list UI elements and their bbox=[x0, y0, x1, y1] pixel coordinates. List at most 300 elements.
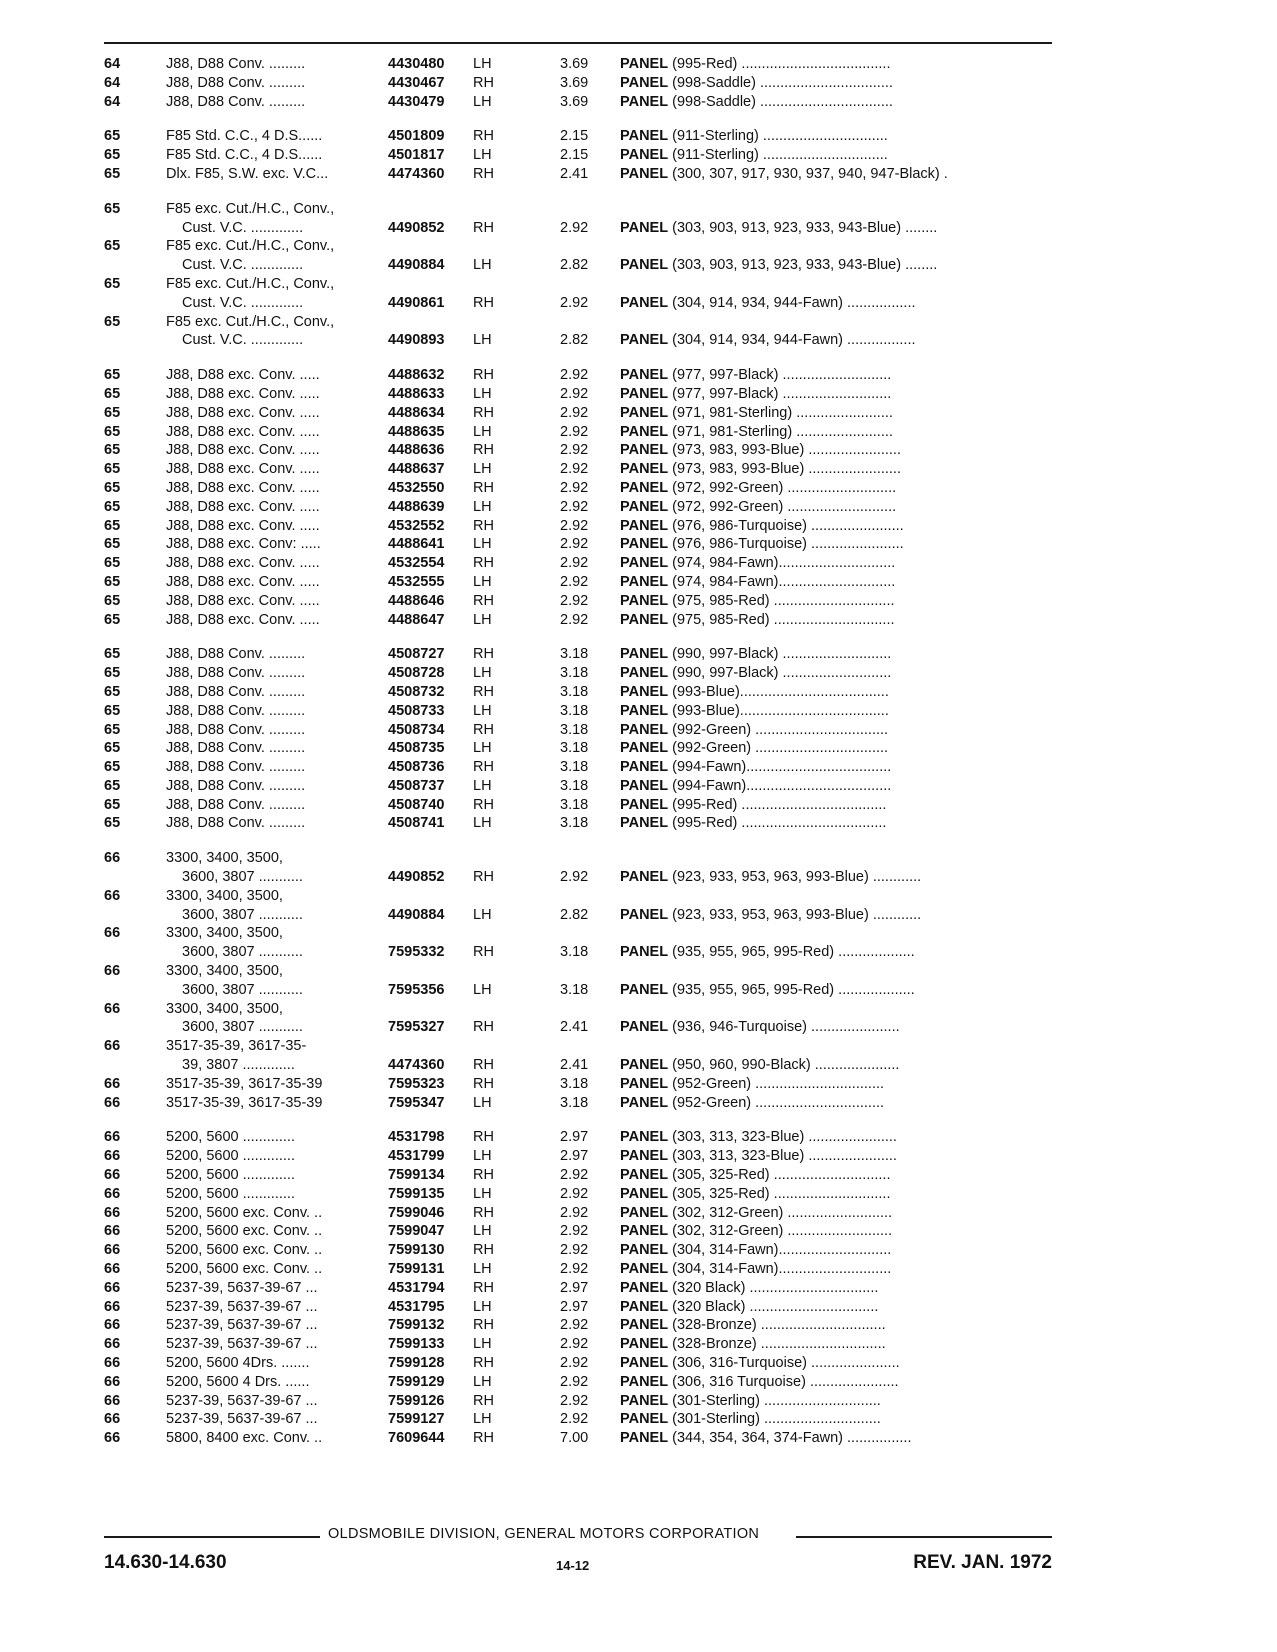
part-number-cell: 7599128 bbox=[388, 1355, 445, 1371]
panel-label: PANEL bbox=[620, 1129, 669, 1146]
price-cell: 2.92 bbox=[560, 1355, 589, 1371]
description-cell bbox=[620, 165, 1052, 184]
model-cell: J88, D88 Conv. ......... bbox=[166, 74, 306, 91]
table-row bbox=[0, 1056, 1277, 1075]
panel-label: PANEL bbox=[620, 592, 669, 609]
model-cell: J88, D88 exc. Conv. ..... bbox=[166, 461, 320, 478]
year-cell: 66 bbox=[104, 1373, 121, 1390]
part-number-cell: 4532550 bbox=[388, 479, 445, 496]
table-row bbox=[0, 219, 1277, 238]
table-row bbox=[0, 1241, 1277, 1260]
year-cell: 65 bbox=[104, 404, 121, 421]
model-cell: 5200, 5600 4 Drs. ...... bbox=[166, 1373, 310, 1390]
part-number-cell: 4488647 bbox=[388, 611, 445, 628]
footer-corporation: OLDSMOBILE DIVISION, GENERAL MOTORS CORPORATION bbox=[328, 1526, 760, 1542]
table-row bbox=[0, 868, 1277, 887]
table-row bbox=[0, 887, 1277, 906]
part-number-cell: 7599129 bbox=[388, 1373, 445, 1390]
part-number-cell: 4508737 bbox=[388, 777, 445, 794]
model-cell: J88, D88 Conv. ......... bbox=[166, 56, 306, 72]
part-number-cell: 4488635 bbox=[388, 423, 445, 440]
description-cell bbox=[620, 758, 1052, 777]
table-row bbox=[0, 294, 1277, 313]
description-cell bbox=[620, 739, 1052, 758]
description-cell bbox=[620, 796, 1052, 815]
panel-label: PANEL bbox=[620, 442, 669, 459]
price-cell: 2.92 bbox=[560, 536, 589, 553]
description-cell bbox=[620, 664, 1052, 683]
price-cell: 2.92 bbox=[560, 479, 589, 496]
model-cell: J88, D88 exc. Conv. ..... bbox=[166, 555, 320, 572]
part-number-cell: 7595356 bbox=[388, 981, 445, 998]
year-cell: 65 bbox=[104, 385, 121, 402]
model-cell: 5800, 8400 exc. Conv. .. bbox=[166, 1430, 323, 1447]
model-cell: 5237-39, 5637-39-67 ... bbox=[166, 1411, 318, 1428]
description-cell bbox=[620, 702, 1052, 721]
description-text: (305, 325-Red) ............................. bbox=[672, 1167, 891, 1184]
description-cell bbox=[620, 683, 1052, 702]
year-cell: 65 bbox=[104, 646, 121, 663]
price-cell: 2.92 bbox=[560, 555, 589, 572]
price-cell: 3.18 bbox=[560, 721, 589, 738]
description-cell bbox=[620, 1204, 1052, 1223]
description-text: (993-Blue)..................................... bbox=[672, 702, 889, 719]
row-gap bbox=[0, 350, 1277, 366]
model-cell: J88, D88 Conv. ......... bbox=[166, 721, 306, 738]
description-text: (972, 992-Green) ........................... bbox=[672, 498, 897, 515]
side-cell: LH bbox=[473, 1411, 492, 1428]
panel-label: PANEL bbox=[620, 944, 669, 961]
table-row bbox=[0, 1094, 1277, 1113]
year-cell: 66 bbox=[104, 1094, 121, 1111]
table-row bbox=[0, 592, 1277, 611]
model-cell: J88, D88 exc. Conv: ..... bbox=[166, 536, 321, 553]
description-cell bbox=[620, 93, 1052, 112]
year-cell: 66 bbox=[104, 1185, 121, 1202]
model-cell: 5200, 5600 ............. bbox=[166, 1129, 295, 1146]
description-cell bbox=[620, 1185, 1052, 1204]
year-cell: 66 bbox=[104, 1317, 121, 1334]
part-number-cell: 4501817 bbox=[388, 147, 445, 164]
model-cell: 5237-39, 5637-39-67 ... bbox=[166, 1317, 318, 1334]
description-cell bbox=[620, 294, 1052, 313]
table-row bbox=[0, 1204, 1277, 1223]
table-row bbox=[0, 423, 1277, 442]
description-text: (344, 354, 364, 374-Fawn) ................ bbox=[672, 1430, 912, 1447]
description-cell bbox=[620, 1354, 1052, 1373]
model-cell: F85 exc. Cut./H.C., Conv., bbox=[166, 200, 335, 217]
side-cell: RH bbox=[473, 944, 494, 961]
year-cell: 66 bbox=[104, 925, 121, 942]
price-cell: 2.92 bbox=[560, 1261, 589, 1278]
model-cell: 5200, 5600 ............. bbox=[166, 1148, 295, 1165]
description-text: (320 Black) ................................ bbox=[672, 1298, 879, 1315]
panel-label: PANEL bbox=[620, 759, 669, 776]
price-cell: 3.69 bbox=[560, 74, 589, 91]
model-cell: 3517-35-39, 3617-35-39 bbox=[166, 1094, 323, 1111]
part-number-cell: 4490852 bbox=[388, 869, 445, 886]
year-cell: 65 bbox=[104, 592, 121, 609]
part-number-cell: 4490893 bbox=[388, 332, 445, 349]
description-cell bbox=[620, 1279, 1052, 1298]
panel-label: PANEL bbox=[620, 147, 669, 164]
description-text: (950, 960, 990-Black) ..................... bbox=[672, 1057, 900, 1074]
panel-label: PANEL bbox=[620, 498, 669, 515]
price-cell: 2.92 bbox=[560, 573, 589, 590]
table-row bbox=[0, 404, 1277, 423]
panel-label: PANEL bbox=[620, 517, 669, 534]
table-row bbox=[0, 498, 1277, 517]
table-row bbox=[0, 313, 1277, 332]
price-cell: 2.41 bbox=[560, 165, 589, 182]
model-cell: J88, D88 exc. Conv. ..... bbox=[166, 498, 320, 515]
year-cell: 65 bbox=[104, 517, 121, 534]
footer-page-number: 14-12 bbox=[556, 1558, 590, 1573]
year-cell: 65 bbox=[104, 498, 121, 515]
table-row bbox=[0, 535, 1277, 554]
part-number-cell: 4430467 bbox=[388, 74, 445, 91]
description-cell bbox=[620, 441, 1052, 460]
panel-label: PANEL bbox=[620, 1057, 669, 1074]
year-cell: 65 bbox=[104, 147, 121, 164]
description-text: (935, 955, 965, 995-Red) ................... bbox=[672, 944, 915, 961]
panel-label: PANEL bbox=[620, 721, 669, 738]
year-cell: 65 bbox=[104, 461, 121, 478]
year-cell: 66 bbox=[104, 1223, 121, 1240]
part-number-cell: 4490884 bbox=[388, 906, 445, 923]
model-cell: J88, D88 exc. Conv. ..... bbox=[166, 479, 320, 496]
model-cell: 5200, 5600 ............. bbox=[166, 1185, 295, 1202]
description-cell bbox=[620, 479, 1052, 498]
description-text: (975, 985-Red) .............................. bbox=[672, 611, 895, 628]
year-cell: 65 bbox=[104, 665, 121, 682]
panel-label: PANEL bbox=[620, 573, 669, 590]
table-row bbox=[0, 1222, 1277, 1241]
side-cell: RH bbox=[473, 646, 494, 663]
table-row bbox=[0, 127, 1277, 146]
model-cell: 3300, 3400, 3500, bbox=[166, 963, 283, 980]
panel-label: PANEL bbox=[620, 423, 669, 440]
side-cell: RH bbox=[473, 219, 494, 236]
table-row bbox=[0, 849, 1277, 868]
panel-label: PANEL bbox=[620, 906, 669, 923]
model-cell: J88, D88 exc. Conv. ..... bbox=[166, 517, 320, 534]
table-row bbox=[0, 385, 1277, 404]
price-cell: 2.97 bbox=[560, 1298, 589, 1315]
part-number-cell: 4508741 bbox=[388, 815, 445, 832]
table-row bbox=[0, 1018, 1277, 1037]
model-cell: F85 exc. Cut./H.C., Conv., bbox=[166, 238, 335, 255]
side-cell: RH bbox=[473, 721, 494, 738]
panel-label: PANEL bbox=[620, 332, 669, 349]
description-text: (304, 314-Fawn)............................ bbox=[672, 1261, 892, 1278]
table-row bbox=[0, 924, 1277, 943]
description-text: (976, 986-Turquoise) ....................... bbox=[672, 517, 904, 534]
table-row bbox=[0, 814, 1277, 833]
year-cell: 65 bbox=[104, 165, 121, 182]
side-cell: RH bbox=[473, 1167, 494, 1184]
panel-label: PANEL bbox=[620, 611, 669, 628]
side-cell: LH bbox=[473, 257, 492, 274]
part-number-cell: 4501809 bbox=[388, 128, 445, 145]
price-cell: 2.92 bbox=[560, 1204, 589, 1221]
description-cell bbox=[620, 573, 1052, 592]
model-cell: 3517-35-39, 3617-35-39 bbox=[166, 1075, 323, 1092]
panel-label: PANEL bbox=[620, 740, 669, 757]
side-cell: LH bbox=[473, 1373, 492, 1390]
price-cell: 2.92 bbox=[560, 1223, 589, 1240]
description-text: (301-Sterling) ............................. bbox=[672, 1411, 881, 1428]
row-gap bbox=[0, 1112, 1277, 1128]
description-cell bbox=[620, 423, 1052, 442]
table-row bbox=[0, 981, 1277, 1000]
price-cell: 2.92 bbox=[560, 1373, 589, 1390]
description-cell bbox=[620, 1429, 1052, 1448]
table-row bbox=[0, 758, 1277, 777]
year-cell: 66 bbox=[104, 850, 121, 867]
part-number-cell: 7595327 bbox=[388, 1019, 445, 1036]
price-cell: 3.18 bbox=[560, 1075, 589, 1092]
description-text: (973, 983, 993-Blue) ....................... bbox=[672, 442, 901, 459]
table-row bbox=[0, 74, 1277, 93]
year-cell: 66 bbox=[104, 1204, 121, 1221]
part-number-cell: 4508735 bbox=[388, 740, 445, 757]
table-row bbox=[0, 441, 1277, 460]
description-text: (995-Red) .................................... bbox=[672, 796, 887, 813]
table-row bbox=[0, 331, 1277, 350]
model-cell: J88, D88 Conv. ......... bbox=[166, 93, 306, 110]
model-cell: 5200, 5600 exc. Conv. .. bbox=[166, 1261, 323, 1278]
description-cell bbox=[620, 868, 1052, 887]
part-number-cell: 7599126 bbox=[388, 1392, 445, 1409]
panel-label: PANEL bbox=[620, 665, 669, 682]
price-cell: 2.92 bbox=[560, 219, 589, 236]
price-cell: 3.18 bbox=[560, 702, 589, 719]
part-number-cell: 4531798 bbox=[388, 1129, 445, 1146]
description-text: (301-Sterling) ............................. bbox=[672, 1392, 881, 1409]
description-cell bbox=[620, 1128, 1052, 1147]
part-number-cell: 7599047 bbox=[388, 1223, 445, 1240]
table-row bbox=[0, 200, 1277, 219]
table-row bbox=[0, 777, 1277, 796]
price-cell: 2.92 bbox=[560, 611, 589, 628]
part-number-cell: 7595347 bbox=[388, 1094, 445, 1111]
model-cell: 3600, 3807 ........... bbox=[182, 906, 303, 923]
description-cell bbox=[620, 1018, 1052, 1037]
description-text: (977, 997-Black) ........................... bbox=[672, 385, 892, 402]
part-number-cell: 4508732 bbox=[388, 683, 445, 700]
part-number-cell: 4508733 bbox=[388, 702, 445, 719]
panel-label: PANEL bbox=[620, 1355, 669, 1371]
panel-label: PANEL bbox=[620, 1019, 669, 1036]
panel-label: PANEL bbox=[620, 796, 669, 813]
year-cell: 66 bbox=[104, 1242, 121, 1259]
description-text: (994-Fawn).................................... bbox=[672, 777, 892, 794]
row-gap bbox=[0, 833, 1277, 849]
price-cell: 3.18 bbox=[560, 1094, 589, 1111]
description-text: (976, 986-Turquoise) ....................... bbox=[672, 536, 904, 553]
model-cell: J88, D88 exc. Conv. ..... bbox=[166, 385, 320, 402]
description-cell bbox=[620, 1335, 1052, 1354]
table-row bbox=[0, 165, 1277, 184]
part-number-cell: 4488633 bbox=[388, 385, 445, 402]
top-rule bbox=[104, 42, 1052, 44]
price-cell: 2.92 bbox=[560, 294, 589, 311]
side-cell: RH bbox=[473, 1019, 494, 1036]
model-cell: J88, D88 exc. Conv. ..... bbox=[166, 423, 320, 440]
year-cell: 64 bbox=[104, 93, 121, 110]
year-cell: 65 bbox=[104, 740, 121, 757]
price-cell: 2.92 bbox=[560, 442, 589, 459]
table-row bbox=[0, 796, 1277, 815]
part-number-cell: 7609644 bbox=[388, 1430, 445, 1447]
side-cell: LH bbox=[473, 1094, 492, 1111]
year-cell: 66 bbox=[104, 963, 121, 980]
table-row bbox=[0, 906, 1277, 925]
description-text: (320 Black) ................................ bbox=[672, 1279, 879, 1296]
description-text: (306, 316-Turquoise) ...................... bbox=[672, 1355, 900, 1371]
model-cell: F85 exc. Cut./H.C., Conv., bbox=[166, 313, 335, 330]
side-cell: RH bbox=[473, 1057, 494, 1074]
model-cell: J88, D88 Conv. ......... bbox=[166, 646, 306, 663]
part-number-cell: 4531795 bbox=[388, 1298, 445, 1315]
table-row bbox=[0, 1000, 1277, 1019]
description-cell bbox=[620, 1316, 1052, 1335]
year-cell: 66 bbox=[104, 1355, 121, 1371]
model-cell: Cust. V.C. ............. bbox=[182, 257, 304, 274]
description-text: (328-Bronze) ............................... bbox=[672, 1336, 886, 1353]
part-number-cell: 7599127 bbox=[388, 1411, 445, 1428]
part-number-cell: 4474360 bbox=[388, 1057, 445, 1074]
side-cell: RH bbox=[473, 1355, 494, 1371]
description-cell bbox=[620, 1392, 1052, 1411]
price-cell: 3.18 bbox=[560, 815, 589, 832]
year-cell: 65 bbox=[104, 275, 121, 292]
model-cell: F85 Std. C.C., 4 D.S...... bbox=[166, 147, 323, 164]
part-number-cell: 4508727 bbox=[388, 646, 445, 663]
year-cell: 65 bbox=[104, 573, 121, 590]
side-cell: LH bbox=[473, 665, 492, 682]
model-cell: 5200, 5600 4Drs. ....... bbox=[166, 1355, 310, 1371]
side-cell: LH bbox=[473, 611, 492, 628]
price-cell: 2.97 bbox=[560, 1148, 589, 1165]
description-text: (303, 313, 323-Blue) ...................... bbox=[672, 1148, 897, 1165]
side-cell: RH bbox=[473, 1129, 494, 1146]
price-cell: 2.92 bbox=[560, 1167, 589, 1184]
model-cell: 5237-39, 5637-39-67 ... bbox=[166, 1298, 318, 1315]
description-text: (998-Saddle) ................................. bbox=[672, 93, 893, 110]
description-text: (995-Red) .................................... bbox=[672, 815, 887, 832]
model-cell: 3300, 3400, 3500, bbox=[166, 925, 283, 942]
price-cell: 2.41 bbox=[560, 1019, 589, 1036]
description-cell bbox=[620, 1147, 1052, 1166]
part-number-cell: 4531794 bbox=[388, 1279, 445, 1296]
table-row bbox=[0, 460, 1277, 479]
year-cell: 65 bbox=[104, 702, 121, 719]
price-cell: 3.18 bbox=[560, 981, 589, 998]
price-cell: 3.18 bbox=[560, 683, 589, 700]
part-number-cell: 4490884 bbox=[388, 257, 445, 274]
panel-label: PANEL bbox=[620, 367, 669, 384]
side-cell: RH bbox=[473, 479, 494, 496]
side-cell: RH bbox=[473, 1392, 494, 1409]
description-cell bbox=[620, 1166, 1052, 1185]
description-cell bbox=[620, 385, 1052, 404]
part-number-cell: 7599134 bbox=[388, 1167, 445, 1184]
description-text: (974, 984-Fawn)............................. bbox=[672, 555, 896, 572]
price-cell: 3.18 bbox=[560, 665, 589, 682]
side-cell: LH bbox=[473, 1298, 492, 1315]
side-cell: RH bbox=[473, 165, 494, 182]
price-cell: 2.92 bbox=[560, 1411, 589, 1428]
panel-label: PANEL bbox=[620, 646, 669, 663]
table-row bbox=[0, 1166, 1277, 1185]
part-number-cell: 7599132 bbox=[388, 1317, 445, 1334]
description-cell bbox=[620, 1056, 1052, 1075]
price-cell: 2.15 bbox=[560, 128, 589, 145]
model-cell: J88, D88 Conv. ......... bbox=[166, 815, 306, 832]
side-cell: RH bbox=[473, 128, 494, 145]
price-cell: 7.00 bbox=[560, 1430, 589, 1447]
table-row bbox=[0, 721, 1277, 740]
panel-label: PANEL bbox=[620, 1223, 669, 1240]
side-cell: LH bbox=[473, 56, 492, 72]
panel-label: PANEL bbox=[620, 536, 669, 553]
table-row bbox=[0, 517, 1277, 536]
footer-rule-left bbox=[104, 1536, 320, 1538]
model-cell: 3600, 3807 ........... bbox=[182, 869, 303, 886]
price-cell: 3.69 bbox=[560, 93, 589, 110]
side-cell: RH bbox=[473, 592, 494, 609]
part-number-cell: 7595332 bbox=[388, 944, 445, 961]
side-cell: LH bbox=[473, 1185, 492, 1202]
part-number-cell: 4488636 bbox=[388, 442, 445, 459]
description-text: (990, 997-Black) ........................... bbox=[672, 665, 892, 682]
year-cell: 66 bbox=[104, 1075, 121, 1092]
description-cell bbox=[620, 517, 1052, 536]
footer-section-number: 14.630-14.630 bbox=[104, 1552, 227, 1573]
panel-label: PANEL bbox=[620, 869, 669, 886]
description-text: (303, 903, 913, 923, 933, 943-Blue) ........ bbox=[672, 219, 938, 236]
year-cell: 66 bbox=[104, 1261, 121, 1278]
table-row bbox=[0, 962, 1277, 981]
price-cell: 2.92 bbox=[560, 367, 589, 384]
year-cell: 65 bbox=[104, 796, 121, 813]
description-cell bbox=[620, 1222, 1052, 1241]
description-text: (923, 933, 953, 963, 993-Blue) ............ bbox=[672, 869, 922, 886]
part-number-cell: 4488639 bbox=[388, 498, 445, 515]
description-cell bbox=[620, 127, 1052, 146]
model-cell: Dlx. F85, S.W. exc. V.C... bbox=[166, 165, 329, 182]
year-cell: 65 bbox=[104, 442, 121, 459]
table-row bbox=[0, 943, 1277, 962]
table-row bbox=[0, 1037, 1277, 1056]
model-cell: Cust. V.C. ............. bbox=[182, 332, 304, 349]
side-cell: RH bbox=[473, 1317, 494, 1334]
description-text: (911-Sterling) ............................... bbox=[672, 147, 888, 164]
part-number-cell: 4430479 bbox=[388, 93, 445, 110]
description-text: (974, 984-Fawn)............................. bbox=[672, 573, 896, 590]
price-cell: 2.15 bbox=[560, 147, 589, 164]
year-cell: 66 bbox=[104, 1411, 121, 1428]
year-cell: 65 bbox=[104, 479, 121, 496]
description-text: (973, 983, 993-Blue) ....................... bbox=[672, 461, 901, 478]
model-cell: J88, D88 exc. Conv. ..... bbox=[166, 573, 320, 590]
side-cell: RH bbox=[473, 404, 494, 421]
description-text: (911-Sterling) ............................... bbox=[672, 128, 888, 145]
side-cell: LH bbox=[473, 1336, 492, 1353]
year-cell: 65 bbox=[104, 683, 121, 700]
